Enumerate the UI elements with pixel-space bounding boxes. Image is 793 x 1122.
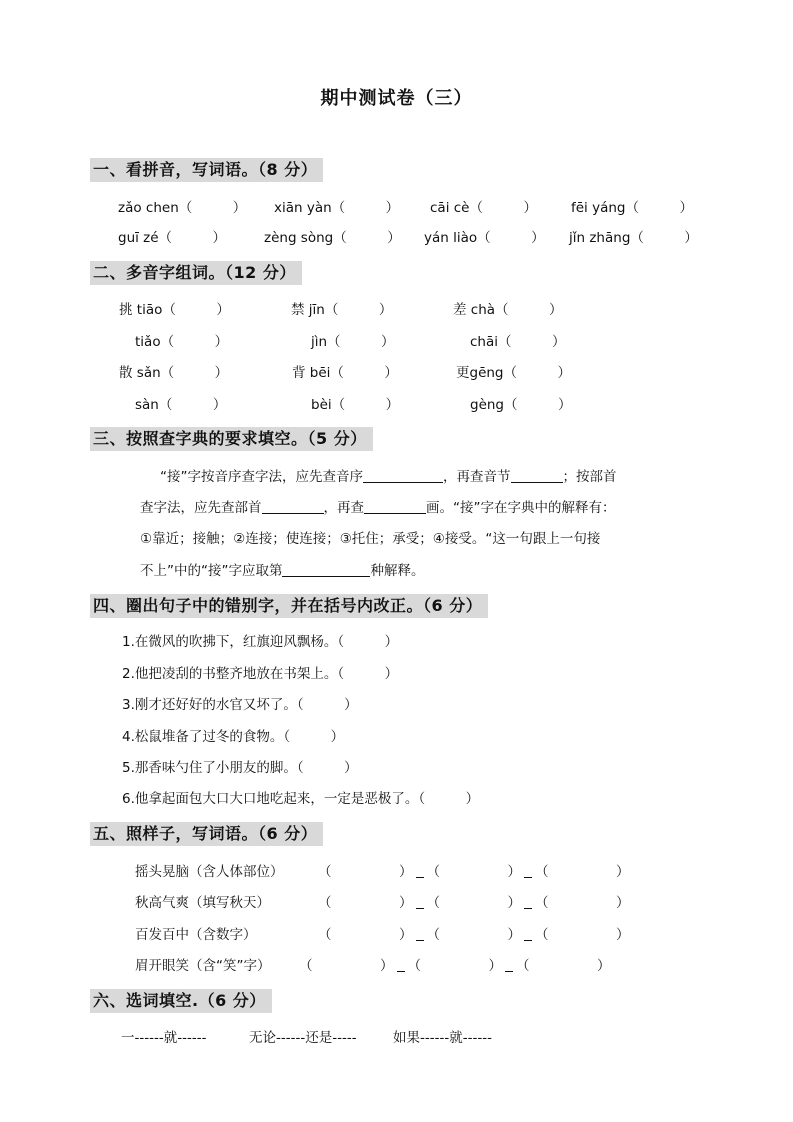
pinyin-item: yán liào（ ） bbox=[424, 230, 545, 246]
example-label: 摇头晃脑（含人体部位） bbox=[135, 864, 284, 880]
section-2-heading: 二、多音字组词。（12 分） bbox=[90, 261, 302, 285]
pinyin-item: jǐn zhāng（ ） bbox=[569, 230, 698, 246]
separator-underline bbox=[416, 865, 424, 878]
example-answers bbox=[299, 956, 611, 976]
example-answers bbox=[318, 862, 630, 882]
answer-paren[interactable]: （ ） bbox=[535, 895, 630, 911]
polyphone-item: sàn（ ） bbox=[135, 397, 227, 413]
polyphone-item: chāi（ ） bbox=[470, 334, 566, 350]
sentence-item: 2.他把凌刮的书整齐地放在书架上。（ ） bbox=[122, 666, 399, 682]
blank-2[interactable] bbox=[511, 468, 563, 483]
text: 种解释。 bbox=[370, 563, 425, 579]
text: “接”字按音序查字法，应先查音序 bbox=[160, 469, 363, 485]
blank-1[interactable] bbox=[363, 468, 443, 483]
sentence-item: 3.刚才还好好的水官又坏了。（ ） bbox=[122, 697, 358, 713]
answer-paren[interactable]: （ ） bbox=[318, 895, 413, 911]
section-1-heading: 一、看拼音，写词语。（8 分） bbox=[90, 158, 323, 182]
pinyin-item: guī zé（ ） bbox=[118, 230, 227, 246]
answer-paren[interactable]: （ ） bbox=[426, 927, 521, 943]
polyphone-item: bèi（ ） bbox=[311, 397, 400, 413]
blank-3[interactable] bbox=[262, 499, 324, 514]
sentence-item: 4.松鼠堆备了过冬的食物。（ ） bbox=[122, 729, 345, 745]
sentence-item: 6.他拿起面包大口大口地吃起来，一定是恶极了。（ ） bbox=[122, 791, 480, 807]
blank-4[interactable] bbox=[364, 499, 426, 514]
separator-underline bbox=[505, 959, 513, 972]
polyphone-item: 挑 tiāo（ ） bbox=[119, 302, 230, 318]
section-3-heading: 三、按照查字典的要求填空。（5 分） bbox=[90, 427, 373, 451]
answer-paren[interactable]: （ ） bbox=[535, 864, 630, 880]
answer-paren[interactable]: （ ） bbox=[516, 958, 611, 974]
dictionary-line-3: ①靠近；接触；②连接；使连接；③托住；承受；④接受。“这一句跟上一句接 bbox=[140, 531, 601, 547]
polyphone-item: jìn（ ） bbox=[311, 334, 395, 350]
example-label: 百发百中（含数字） bbox=[135, 927, 257, 943]
pinyin-item: zǎo chen（ ） bbox=[118, 200, 247, 216]
dictionary-line-2 bbox=[140, 498, 616, 518]
polyphone-item: gèng（ ） bbox=[470, 397, 572, 413]
example-label: 秋高气爽（填写秋天） bbox=[135, 895, 270, 911]
separator-underline bbox=[524, 896, 532, 909]
example-answers bbox=[318, 893, 630, 913]
word-option: 如果------就------ bbox=[393, 1030, 492, 1046]
polyphone-item: 更gēng（ ） bbox=[456, 365, 572, 381]
page-title: 期中测试卷（三） bbox=[320, 88, 473, 109]
answer-paren[interactable]: （ ） bbox=[318, 927, 413, 943]
separator-underline bbox=[416, 896, 424, 909]
pinyin-item: fēi yáng（ ） bbox=[571, 200, 693, 216]
word-option: 一------就------ bbox=[121, 1030, 207, 1046]
dictionary-line-4 bbox=[140, 561, 424, 581]
pinyin-item: cāi cè（ ） bbox=[430, 200, 537, 216]
text: 不上”中的“接”字应取第 bbox=[140, 563, 283, 579]
blank-5[interactable] bbox=[282, 562, 370, 577]
answer-paren[interactable]: （ ） bbox=[407, 958, 502, 974]
polyphone-item: 禁 jīn（ ） bbox=[291, 302, 393, 318]
sentence-item: 1.在微风的吹拂下，红旗迎风飘杨。（ ） bbox=[122, 634, 399, 650]
pinyin-item: xiān yàn（ ） bbox=[274, 200, 400, 216]
answer-paren[interactable]: （ ） bbox=[299, 958, 394, 974]
separator-underline bbox=[524, 928, 532, 941]
text: 画。“接”字在字典中的解释有： bbox=[426, 500, 616, 516]
example-label: 眉开眼笑（含“笑”字） bbox=[135, 958, 271, 974]
dictionary-line-1 bbox=[160, 467, 617, 487]
answer-paren[interactable]: （ ） bbox=[318, 864, 413, 880]
sentence-item: 5.那香味勺住了小朋友的脚。（ ） bbox=[122, 760, 358, 776]
answer-paren[interactable]: （ ） bbox=[426, 895, 521, 911]
text: ，再查 bbox=[323, 500, 364, 516]
polyphone-item: 差 chà（ ） bbox=[453, 302, 563, 318]
text: ；按部首 bbox=[562, 469, 617, 485]
section-5-heading: 五、照样子，写词语。（6 分） bbox=[90, 822, 323, 846]
section-4-heading: 四、圈出句子中的错别字，并在括号内改正。（6 分） bbox=[90, 594, 488, 618]
word-option: 无论------还是----- bbox=[249, 1030, 357, 1046]
polyphone-item: 背 bēi（ ） bbox=[292, 365, 398, 381]
polyphone-item: 散 sǎn（ ） bbox=[119, 365, 229, 381]
separator-underline bbox=[397, 959, 405, 972]
text: 查字法，应先查部首 bbox=[140, 500, 262, 516]
polyphone-item: tiǎo（ ） bbox=[135, 334, 229, 350]
answer-paren[interactable]: （ ） bbox=[426, 864, 521, 880]
example-answers bbox=[318, 925, 630, 945]
pinyin-item: zèng sòng（ ） bbox=[264, 230, 401, 246]
text: ，再查音节 bbox=[443, 469, 511, 485]
separator-underline bbox=[416, 928, 424, 941]
separator-underline bbox=[524, 865, 532, 878]
answer-paren[interactable]: （ ） bbox=[535, 927, 630, 943]
section-6-heading: 六、选词填空.（6 分） bbox=[90, 989, 272, 1013]
